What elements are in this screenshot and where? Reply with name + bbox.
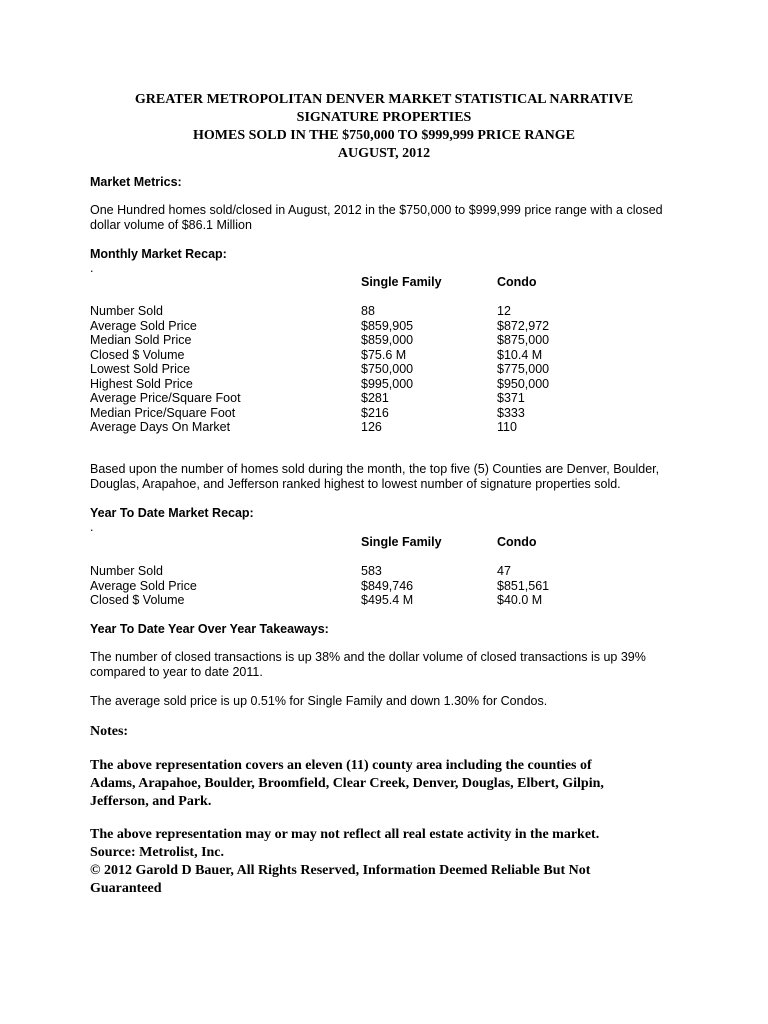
notes-heading: Notes: bbox=[90, 724, 129, 739]
market-metrics-heading: Market Metrics: bbox=[90, 175, 182, 189]
takeaways-p1-line-1: The number of closed transactions is up 38% and the dollar volume of closed transactions is up 39% bbox=[90, 650, 646, 664]
row-label: Median Sold Price bbox=[90, 333, 192, 347]
single-family-value: $281 bbox=[361, 391, 389, 405]
notes-source-line: Source: Metrolist, Inc. bbox=[90, 845, 225, 860]
title-line-4: AUGUST, 2012 bbox=[337, 146, 431, 161]
table-row bbox=[90, 406, 610, 421]
condo-value: $40.0 M bbox=[497, 593, 543, 607]
notes-copyright-line: © 2012 Garold D Bauer, All Rights Reserved, Information Deemed Reliable But Not bbox=[90, 863, 591, 878]
condo-value: $333 bbox=[497, 405, 525, 420]
condo-value: 110 bbox=[497, 420, 517, 434]
row-label: Highest Sold Price bbox=[90, 376, 193, 391]
notes-p1-line-2: Adams, Arapahoe, Boulder, Broomfield, Clear Creek, Denver, Douglas, Elbert, Gilpin, bbox=[90, 776, 604, 791]
notes-copyright-line-2: Guaranteed bbox=[90, 881, 162, 896]
single-family-value: 583 bbox=[361, 564, 382, 578]
single-family-value: $859,905 bbox=[361, 318, 414, 333]
takeaways-p2: The average sold price is up 0.51% for Single Family and down 1.30% for Condos. bbox=[90, 694, 548, 708]
table-row bbox=[90, 579, 610, 594]
title-line-3: HOMES SOLD IN THE $750,000 TO $999,999 PRICE RANGE bbox=[193, 128, 575, 143]
condo-value: $371 bbox=[497, 391, 525, 405]
row-label: Average Days On Market bbox=[90, 420, 231, 434]
single-family-value: 88 bbox=[361, 304, 375, 318]
ytd-recap-dot: . bbox=[90, 520, 94, 534]
ytd-recap-heading: Year To Date Market Recap: bbox=[90, 506, 254, 520]
row-label: Average Sold Price bbox=[90, 318, 197, 333]
table-row bbox=[90, 593, 610, 608]
table-row bbox=[90, 348, 610, 363]
counties-text-line-2: Douglas, Arapahoe, and Jefferson ranked highest to lowest number of signature properties sold. bbox=[90, 477, 621, 491]
condo-value: $10.4 M bbox=[497, 347, 543, 362]
monthly-col-header-single-family: Single Family bbox=[361, 275, 442, 289]
row-label: Closed $ Volume bbox=[90, 593, 185, 607]
title-line-1: GREATER METROPOLITAN DENVER MARKET STATISTICAL NARRATIVE bbox=[134, 92, 634, 107]
row-label: Average Sold Price bbox=[90, 578, 197, 593]
row-label: Number Sold bbox=[90, 304, 163, 318]
market-metrics-text-line-1: One Hundred homes sold/closed in August, 2012 in the $750,000 to $999,999 price range with a closed bbox=[90, 203, 663, 217]
table-row bbox=[90, 319, 610, 334]
single-family-value: 126 bbox=[361, 420, 382, 434]
condo-value: $775,000 bbox=[497, 362, 550, 376]
table-row bbox=[90, 333, 610, 348]
table-row bbox=[90, 377, 610, 392]
ytd-col-header-condo: Condo bbox=[497, 535, 537, 549]
single-family-value: $495.4 M bbox=[361, 593, 414, 607]
single-family-value: $75.6 M bbox=[361, 347, 407, 362]
row-label: Closed $ Volume bbox=[90, 347, 185, 362]
monthly-recap-heading: Monthly Market Recap: bbox=[90, 247, 227, 261]
single-family-value: $849,746 bbox=[361, 578, 414, 593]
notes-p1-line-1: The above representation covers an eleven (11) county area including the counties of bbox=[90, 758, 592, 773]
notes-p1-line-3: Jefferson, and Park. bbox=[90, 794, 212, 809]
row-label: Average Price/Square Foot bbox=[90, 391, 241, 405]
condo-value: 12 bbox=[497, 304, 511, 318]
monthly-col-header-condo: Condo bbox=[497, 275, 537, 289]
monthly-recap-dot: . bbox=[90, 261, 94, 275]
title-line-2: SIGNATURE PROPERTIES bbox=[296, 110, 472, 125]
condo-value: $875,000 bbox=[497, 333, 550, 347]
condo-value: $872,972 bbox=[497, 318, 550, 333]
takeaways-heading: Year To Date Year Over Year Takeaways: bbox=[90, 622, 329, 636]
notes-p2-line-1: The above representation may or may not reflect all real estate activity in the market. bbox=[90, 827, 600, 842]
table-row bbox=[90, 362, 610, 377]
counties-text-line-1: Based upon the number of homes sold during the month, the top five (5) Counties are Denver, Boulder, bbox=[90, 462, 660, 476]
table-row bbox=[90, 391, 610, 406]
row-label: Number Sold bbox=[90, 564, 163, 578]
condo-value: $851,561 bbox=[497, 578, 550, 593]
ytd-col-header-single-family: Single Family bbox=[361, 535, 442, 549]
market-metrics-text-line-2: dollar volume of $86.1 Million bbox=[90, 218, 252, 232]
table-row bbox=[90, 420, 610, 435]
single-family-value: $216 bbox=[361, 405, 389, 420]
row-label: Median Price/Square Foot bbox=[90, 405, 236, 420]
single-family-value: $750,000 bbox=[361, 362, 414, 376]
table-row bbox=[90, 304, 610, 319]
condo-value: $950,000 bbox=[497, 376, 550, 391]
table-row bbox=[90, 564, 610, 579]
takeaways-p1-line-2: compared to year to date 2011. bbox=[90, 665, 263, 679]
row-label: Lowest Sold Price bbox=[90, 362, 191, 376]
single-family-value: $995,000 bbox=[361, 376, 414, 391]
single-family-value: $859,000 bbox=[361, 333, 414, 347]
condo-value: 47 bbox=[497, 564, 511, 578]
